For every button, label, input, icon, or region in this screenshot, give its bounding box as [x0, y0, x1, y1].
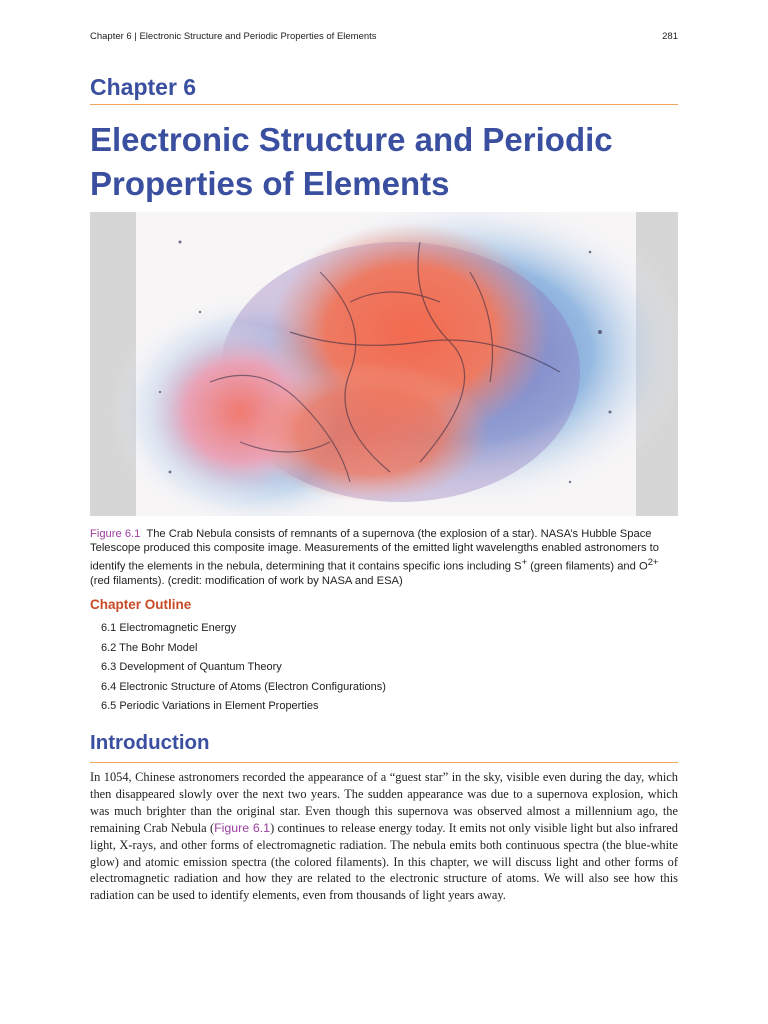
- figure-label: Figure 6.1: [90, 528, 141, 540]
- chapter-title: Electronic Structure and Periodic Properties of Elements: [90, 121, 613, 202]
- running-header: [90, 31, 678, 42]
- introduction-rule: [90, 762, 678, 763]
- outline-item[interactable]: 6.4 Electronic Structure of Atoms (Electron Configurations): [101, 680, 386, 693]
- outline-item[interactable]: 6.2 The Bohr Model: [101, 641, 198, 654]
- caption-sup-1: +: [521, 557, 528, 567]
- outline-item[interactable]: 6.3 Development of Quantum Theory: [101, 661, 282, 674]
- outline-title: Chapter Outline: [90, 597, 192, 612]
- outline-item[interactable]: 6.1 Electromagnetic Energy: [101, 622, 237, 634]
- page-number: 281: [662, 31, 678, 42]
- caption-text-2: (green filaments) and O: [527, 560, 648, 573]
- caption-sup-2: 2+: [647, 557, 659, 567]
- chapter-rule: [90, 104, 678, 105]
- figure-caption: [90, 527, 678, 588]
- chapter-label: Chapter 6: [90, 74, 197, 100]
- crab-nebula-image: [90, 212, 678, 516]
- outline-item[interactable]: 6.5 Periodic Variations in Element Properties: [101, 700, 319, 713]
- introduction-body: [90, 769, 678, 904]
- intro-text-1: In 1054, Chinese astronomers recorded the appearance of a “guest star” in the sky, visible even during the day, which then disappeared slowly over the next two years. The sudden appearance was due to a supernova explosion, which was much brighter than the original star. Even though this supernova was observed almost a millennium ago, the remaining Crab Nebula (: [90, 770, 678, 835]
- introduction-heading: Introduction: [90, 731, 210, 754]
- caption-text-3: (red filaments). (credit: modification of work by NASA and ESA): [90, 574, 403, 587]
- running-title: Chapter 6 | Electronic Structure and Periodic Properties of Elements: [90, 31, 377, 42]
- figure-reference-link[interactable]: Figure 6.1: [214, 820, 271, 835]
- intro-text-2: ) continues to release energy today. It emits not only visible light but also infrared light, X-rays, and other forms of electromagnetic radiation. The nebula emits both continuous spectra (the blue-white glow) and atomic emission spectra (the colored filaments). In this chapter, we will discuss light and other forms of electromagnetic radiation and how they are related to the electronic structure of atoms. We will also see how this radiation can be used to identify elements, even from thousands of light years away.: [90, 820, 678, 903]
- chapter-outline-list: [101, 619, 386, 717]
- caption-text-1: The Crab Nebula consists of remnants of a supernova (the explosion of a star). NASA’s Hubble Space Telescope produced this composite image. Measurements of the emitted light wavelengths enabled astronomers to identify the elements in the nebula, determining that it contains specific ions including S: [90, 528, 660, 573]
